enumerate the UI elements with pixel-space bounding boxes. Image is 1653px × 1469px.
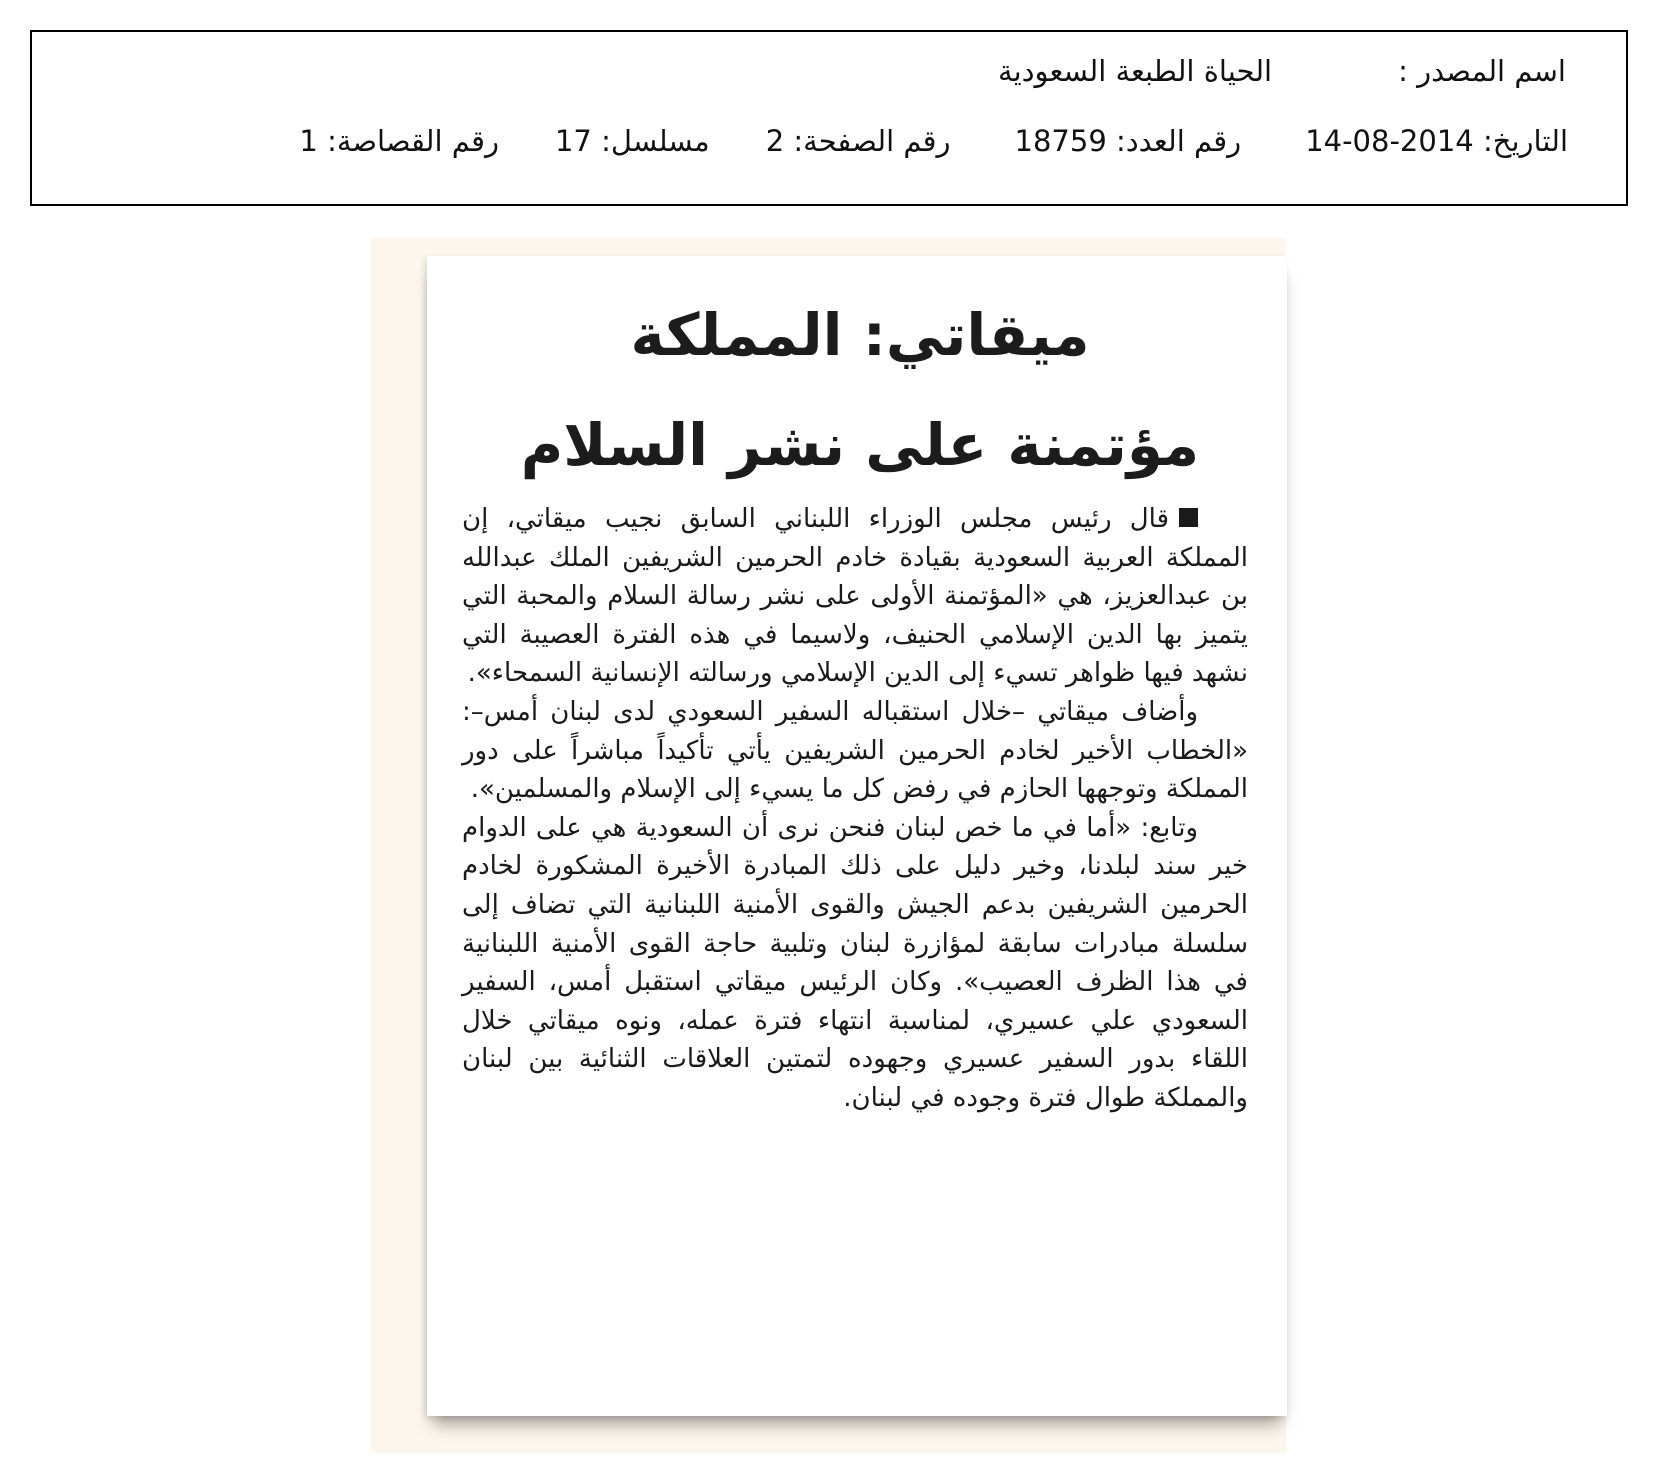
date-label: التاريخ:: [1482, 124, 1568, 158]
page-value: 2: [765, 124, 785, 158]
source-value: الحياة الطبعة السعودية: [998, 54, 1273, 88]
date-value: 14-08-2014: [1305, 124, 1474, 158]
source-line: [92, 54, 1566, 88]
article-headline: [470, 280, 1250, 500]
clip-value: 1: [299, 124, 318, 158]
source-metadata-box: [30, 30, 1628, 206]
article-paragraph-2: وأضاف ميقاتي –خلال استقباله السفير السعودي لدى لبنان أمس–: «الخطاب الأخير لخادم الحرمين الشريفين يأتي تأكيداً مباشراً على دور المملكة وتوجهها الحازم في رفض كل ما يسيء إلى الإسلام والمسلمين».: [462, 696, 1248, 805]
clip-label: رقم القصاصة:: [327, 124, 499, 158]
source-label: اسم المصدر :: [1398, 54, 1566, 88]
headline-line-1: ميقاتي: المملكة: [630, 301, 1090, 369]
serial-value: 17: [554, 124, 592, 158]
article-paragraph-3: وتابع: «أما في ما خص لبنان فنحن نرى أن السعودية هي على الدوام خير سند لبلدنا، وخير دليل على ذلك المبادرة الأخيرة المشكورة لخادم الحرمين الشريفين بدعم الجيش والقوى الأمنية اللبنانية التي تضاف إلى سلسلة مبادرات سابقة لمؤازرة لبنان وتلبية حاجة القوى الأمنية اللبنانية في هذا الظرف العصيب». وكان الرئيس ميقاتي استقبل أمس، السفير السعودي علي عسيري، لمناسبة انتهاء فترة عمله، ونوه ميقاتي خلال اللقاء بدور السفير عسيري وجهوده لتمتين العلاقات الثنائية بين لبنان والمملكة طوال فترة وجوده في لبنان.: [462, 812, 1248, 1113]
article-paragraph-1: [462, 500, 1248, 693]
issue-label: رقم العدد:: [1116, 124, 1242, 158]
headline-line-2: مؤتمنة على نشر السلام: [520, 411, 1200, 479]
paragraph-1-text: قال رئيس مجلس الوزراء اللبناني السابق نجيب ميقاتي، إن المملكة العربية السعودية بقيادة خادم الحرمين الشريفين الملك عبدالله بن عبدالعزيز، هي «المؤتمنة الأولى على نشر رسالة السلام والمحبة التي يتميز بها الدين الإسلامي الحنيف، ولاسيما في هذه الفترة العصيبة التي نشهد فيها ظواهر تسيء إلى الدين الإسلامي ورسالته الإنسانية السمحاء».: [462, 504, 1248, 689]
square-bullet-icon: [1179, 508, 1198, 527]
page-label: رقم الصفحة:: [793, 124, 951, 158]
article-body: [462, 500, 1248, 1118]
serial-label: مسلسل:: [601, 124, 710, 158]
details-line: [92, 124, 1568, 158]
issue-value: 18759: [1014, 124, 1107, 158]
